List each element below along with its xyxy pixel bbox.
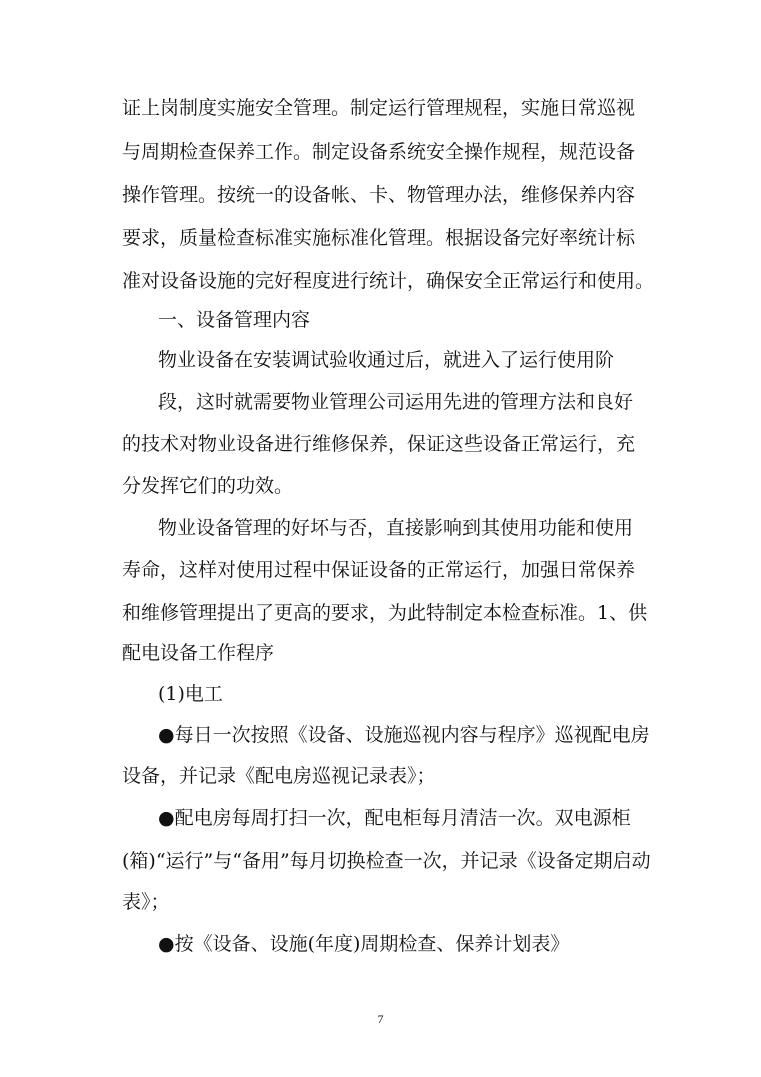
bullet-line-2: ●配电房每周打扫一次，配电柜每月清洁一次。双电源柜 bbox=[158, 807, 631, 829]
section-heading: 一、设备管理内容 bbox=[158, 309, 311, 331]
text-line-19: (箱)“运行”与“备用”每月切换检查一次，并记录《设备定期启动 bbox=[122, 850, 651, 872]
text-line-20: 表》； bbox=[122, 891, 170, 913]
text-line-17: 设备，并记录《配电房巡视记录表》； bbox=[122, 765, 436, 787]
text-line-13: 和维修管理提出了更高的要求，为此特制定本检查标准。1、供 bbox=[122, 602, 648, 624]
text-line-7: 物业设备在安装调试验收通过后，就进入了运行使用阶 bbox=[158, 349, 615, 371]
text-line-4: 要求，质量检查标准实施标准化管理。根据设备完好率统计标 bbox=[122, 227, 636, 249]
subsection-heading: (1)电工 bbox=[158, 683, 223, 705]
text-line-9: 的技术对物业设备进行维修保养，保证这些设备正常运行，充 bbox=[122, 433, 636, 455]
bullet-line-1: ●每日一次按照《设备、设施巡视内容与程序》巡视配电房 bbox=[158, 724, 650, 746]
page-number: 7 bbox=[377, 1012, 384, 1026]
text-line-5: 准对设备设施的完好程度进行统计，确保安全正常运行和使用。 bbox=[122, 270, 655, 292]
text-line-3: 操作管理。按统一的设备帐、卡、物管理办法，维修保养内容 bbox=[122, 184, 636, 206]
text-line-12: 寿命，这样对使用过程中保证设备的正常运行，加强日常保养 bbox=[122, 559, 636, 581]
text-line-2: 与周期检查保养工作。制定设备系统安全操作规程，规范设备 bbox=[122, 141, 636, 163]
text-line-1: 证上岗制度实施安全管理。制定运行管理规程，实施日常巡视 bbox=[122, 97, 636, 119]
bullet-line-3: ●按《设备、设施(年度)周期检查、保养计划表》 bbox=[158, 933, 570, 955]
text-line-11: 物业设备管理的好坏与否，直接影响到其使用功能和使用 bbox=[158, 517, 634, 539]
text-line-10: 分发挥它们的功效。 bbox=[122, 475, 294, 497]
text-line-8: 段，这时就需要物业管理公司运用先进的管理方法和良好 bbox=[158, 391, 634, 413]
text-line-14: 配电设备工作程序 bbox=[122, 642, 275, 664]
